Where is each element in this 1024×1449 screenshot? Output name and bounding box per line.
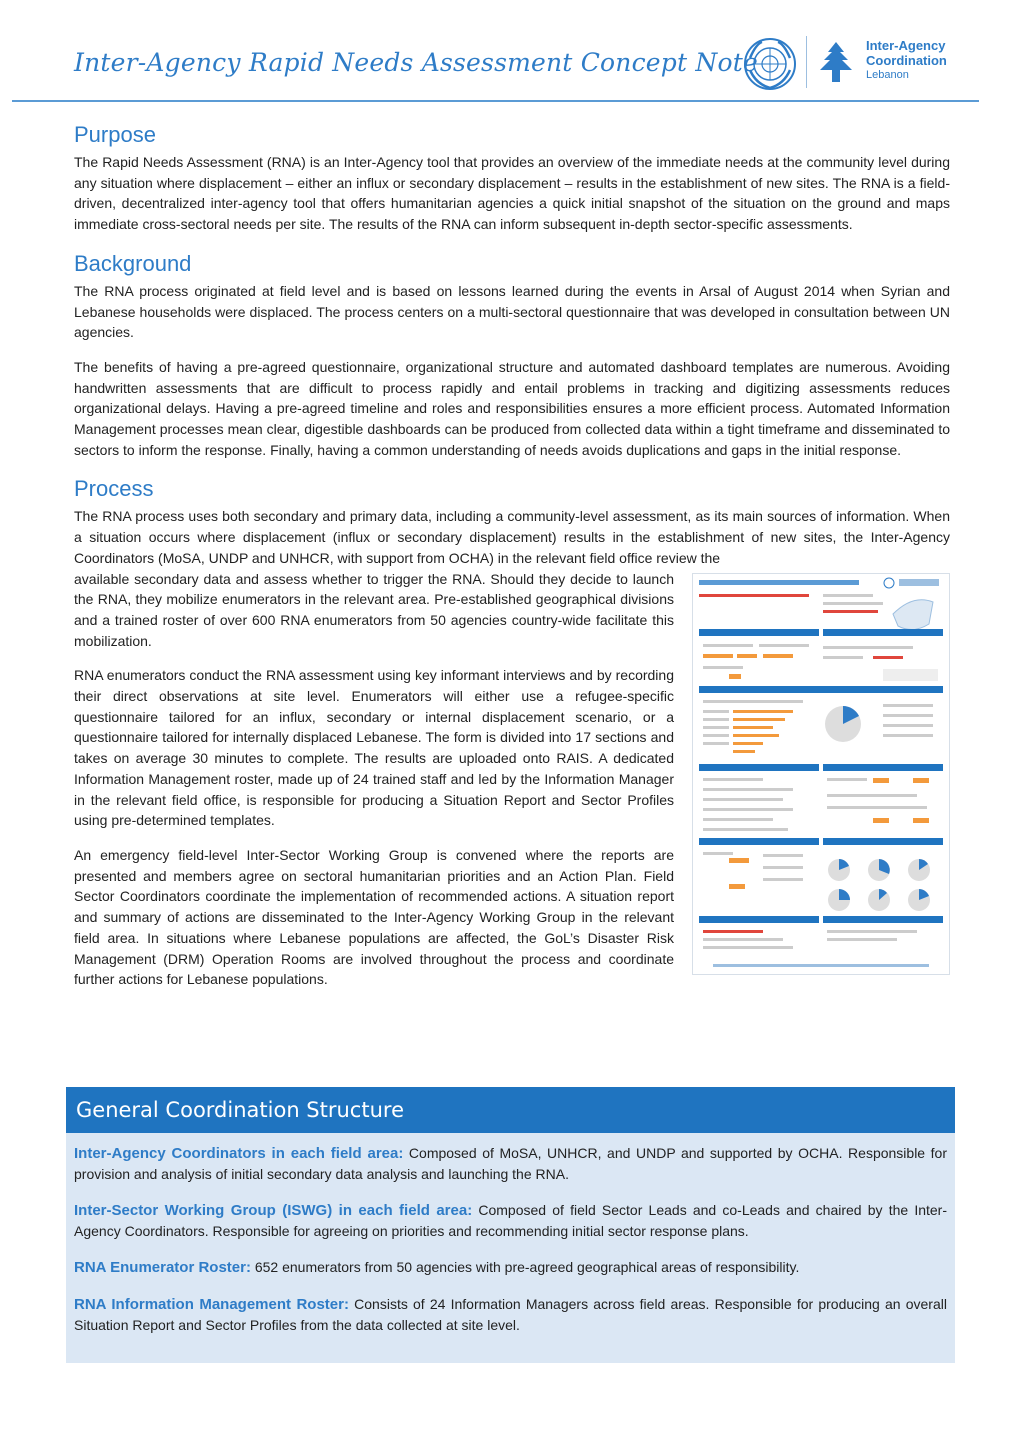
logo-line-3: Lebanon [866, 69, 909, 81]
coordination-items [66, 1133, 955, 1335]
coordination-structure-box [66, 1087, 955, 1363]
purpose-paragraph: The Rapid Needs Assessment (RNA) is an Inter-Agency tool that provides an overview of the immediate needs at the community level during any situation where displacement – either an influx or secondary displacement – results in the establishment of new sites. The RNA is a field-driven, decentralized inter-agency tool that offers humanitarian agencies a quick initial snapshot of the situation on the ground and maps immediate cross-sectoral needs per site. The results of the RNA can inform subsequent in-depth sector-specific assessments. [74, 154, 950, 233]
coordination-item-iac [74, 1143, 947, 1184]
background-paragraph-1: The RNA process originated at field level and is based on lessons learned during the events in Arsal of August 2014 when Syrian and Lebanese households were displaced. The process centers on a multi-sectoral questionnaire that was developed in consultation between UN agencies. [74, 282, 950, 341]
coordination-term: Inter-Sector Working Group (ISWG) in each field area: [74, 1202, 473, 1219]
process-paragraph-1a: The RNA process uses both secondary and primary data, including a community-level assessment, as its main sources of information. When a situation occurs where displacement (influx or secondary displacement) results in the establishment of new sites, the Inter-Agency Coordinators (MoSA, UNDP and UNHCR, with support from OCHA) in the relevant field office review the [74, 508, 950, 566]
background-paragraph-2: The benefits of having a pre-agreed questionnaire, organizational structure and automated dashboard templates are numerous. Avoiding handwritten assessments that are difficult to process rapidly and entail problems in tracking and digitizing assessments reduces organizational delays. Having a pre-agreed timeline and roles and responsibilities ensures a more efficient process. Automated Information Management processes mean clear, digestible dashboards can be produced from collected data within a tight timeframe and disseminated to sectors to inform the response. Finally, having a common understanding of needs avoids duplications and gaps in the initial response. [74, 358, 950, 458]
page-header [12, 30, 979, 102]
logo-line-1: Inter-Agency [866, 38, 946, 53]
background-heading: Background [74, 250, 192, 276]
purpose-heading: Purpose [74, 122, 156, 147]
logo-line-2: Coordination [866, 53, 947, 68]
coordination-term: Inter-Agency Coordinators in each field area: [74, 1145, 404, 1162]
process-section [74, 506, 950, 989]
coordination-item-enumerator-roster [74, 1257, 947, 1278]
process-paragraph-2: RNA enumerators conduct the RNA assessment using key informant interviews and by recording their direct observations at site level. Enumerators will either use a refugee-specific questionnaire tailored for an influx, secondary or internal displacement scenario, or a questionnaire tailored for internally displaced Lebanese. The form is divided into 17 sections and takes on average 30 minutes to complete. The results are uploaded onto RAIS. A dedicated Information Management roster, made up of 24 trained staff and led by the Information Manager in the relevant field office, is responsible for producing a Situation Report and Sector Profiles using pre-determined templates. [74, 667, 674, 829]
logo-divider [806, 36, 807, 88]
process-paragraph-1b: available secondary data and assess whether to trigger the RNA. Should they decide to launch the RNA, they mobilize enumerators in the relevant area. Pre-established geographical divisions and a trained roster of over 600 RNA enumerators from 50 agencies country-wide facilitate this mobilization. [74, 570, 674, 649]
cedar-tree-icon [814, 40, 858, 86]
coordination-item-im-roster [74, 1294, 947, 1335]
coordination-desc: Composed of MoSA, UNHCR, and UNDP and supported by OCHA. Responsible for provision and analysis of initial secondary data analysis and launching the RNA. [74, 1145, 948, 1182]
document-body [74, 120, 950, 990]
coordination-desc: Composed of field Sector Leads and co-Leads and chaired by the Inter-Agency Coordinators. Responsible for agreeing on priorities and recommending initial sector response plans. [74, 1202, 947, 1239]
dashboard-thumbnail-graphic [693, 574, 949, 974]
coordination-desc: Consists of 24 Information Managers across field areas. Responsible for producing an overall Situation Report and Sector Profiles from the data collected at site level. [74, 1296, 947, 1333]
coordination-term: RNA Enumerator Roster: [74, 1259, 251, 1276]
dashboard-thumbnail [692, 573, 950, 975]
process-paragraph-3: An emergency field-level Inter-Sector Working Group is convened where the reports are presented and members agree on sectoral humanitarian priorities and an Action Plan. Field Sector Coordinators coordinate the implementation of recommended actions. A situation report and summary of actions are disseminated to the Inter-Agency Working Group in the relevant field area. In situations where Lebanese populations are affected, the GoL’s Disaster Risk Management (DRM) Operation Rooms are involved throughout the process and coordinate further actions for Lebanese populations. [74, 846, 674, 988]
coordination-structure-heading: General Coordination Structure [66, 1087, 955, 1133]
un-emblem-icon [742, 36, 798, 92]
process-heading: Process [74, 476, 154, 502]
document-title: Inter-Agency Rapid Needs Assessment Concept Note [74, 48, 758, 77]
coordination-item-iswg [74, 1200, 947, 1241]
coordination-desc: 652 enumerators from 50 agencies with pre-agreed geographical areas of responsibility. [250, 1259, 800, 1275]
coordination-term: RNA Information Management Roster: [74, 1296, 349, 1313]
coordination-logo-text [866, 38, 947, 83]
